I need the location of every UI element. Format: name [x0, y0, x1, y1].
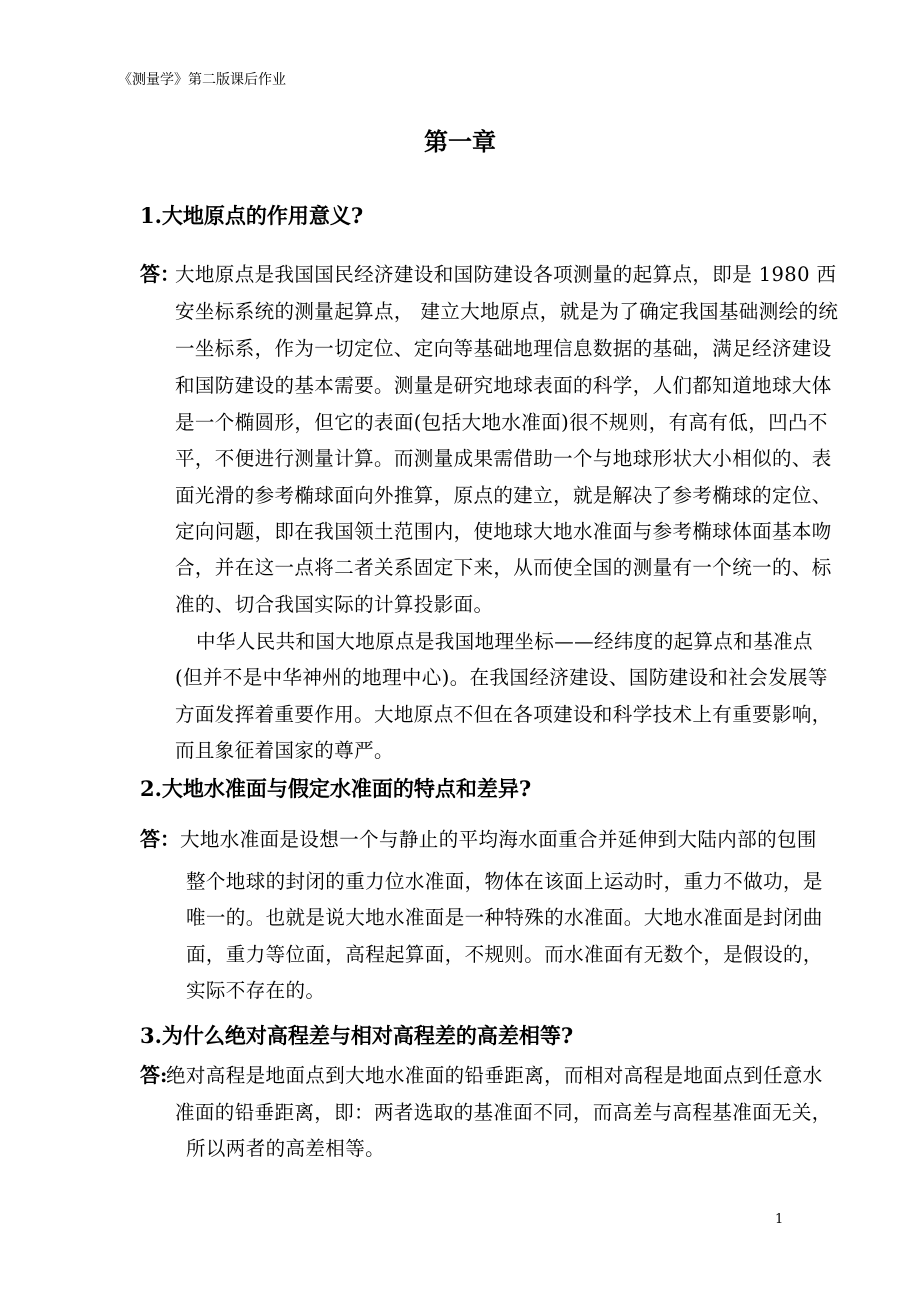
answer-1-line: 方面发挥着重要作用。大地原点不但在各项建设和科学技术上有重要影响，	[175, 703, 832, 726]
answer-1-line: 一坐标系，作为一切定位、定向等基础地理信息数据的基础，满足经济建设	[175, 337, 832, 360]
answer-3-line: 准面的铅垂距离，即：两者选取的基准面不同，而高差与高程基准面无关，	[175, 1101, 832, 1124]
answer-2-line: 唯一的。也就是说大地水准面是一种特殊的水准面。大地水准面是封闭曲	[186, 906, 823, 929]
answer-1-line: 准的、切合我国实际的计算投影面。	[175, 593, 494, 616]
answer-1-line: 面光滑的参考椭球面向外推算，原点的建立，就是解决了参考椭球的定位、	[175, 484, 832, 507]
answer-1-line: (但并不是中华神州的地理中心)。在我国经济建设、国防建设和社会发展等	[175, 666, 828, 689]
chapter-title: 第一章	[424, 127, 496, 156]
answer-1-line: 大地原点是我国国民经济建设和国防建设各项测量的起算点，即是 1980 西	[175, 263, 837, 286]
answer-3-label: 答:	[140, 1063, 168, 1087]
answer-2-line: 整个地球的封闭的重力位水准面，物体在该面上运动时，重力不做功，是	[186, 870, 823, 893]
question-1-title: 1.大地原点的作用意义?	[140, 203, 364, 228]
question-3-title: 3.为什么绝对高程差与相对高程差的高差相等?	[140, 1023, 574, 1048]
answer-2-line: 实际不存在的。	[186, 979, 326, 1002]
answer-2-line: 面，重力等位面，高程起算面，不规则。而水准面有无数个，是假设的，	[186, 943, 823, 966]
running-header: 《测量学》第二版课后作业	[118, 72, 286, 88]
answer-1-line: 而且象征着国家的尊严。	[175, 739, 394, 762]
answer-1-line: 定向问题，即在我国领土范围内，使地球大地水准面与参考椭球体面基本吻	[175, 520, 832, 543]
answer-1-line: 平，不便进行测量计算。而测量成果需借助一个与地球形状大小相似的、表	[175, 447, 832, 470]
answer-3-line: 绝对高程是地面点到大地水准面的铅垂距离，而相对高程是地面点到任意水	[166, 1064, 823, 1087]
answer-3-line: 所以两者的高差相等。	[186, 1137, 386, 1160]
answer-1-label: 答：	[140, 262, 180, 286]
answer-1-line: 安坐标系统的测量起算点， 建立大地原点，就是为了确定我国基础测绘的统	[175, 300, 839, 323]
answer-1-line: 合，并在这一点将二者关系固定下来，从而使全国的测量有一个统一的、标	[175, 556, 832, 579]
answer-1-line: 和国防建设的基本需要。测量是研究地球表面的科学，人们都知道地球大体	[175, 374, 832, 397]
answer-2-label: 答：	[140, 827, 180, 851]
answer-1-line: 是一个椭圆形，但它的表面(包括大地水准面)很不规则，有高有低，凹凸不	[175, 411, 828, 434]
question-2-title: 2.大地水准面与假定水准面的特点和差异?	[140, 776, 532, 801]
answer-1-line: 中华人民共和国大地原点是我国地理坐标——经纬度的起算点和基准点	[196, 630, 813, 653]
answer-2-line: 大地水准面是设想一个与静止的平均海水面重合并延伸到大陆内部的包围	[180, 828, 817, 851]
page-number: 1	[775, 1212, 784, 1227]
